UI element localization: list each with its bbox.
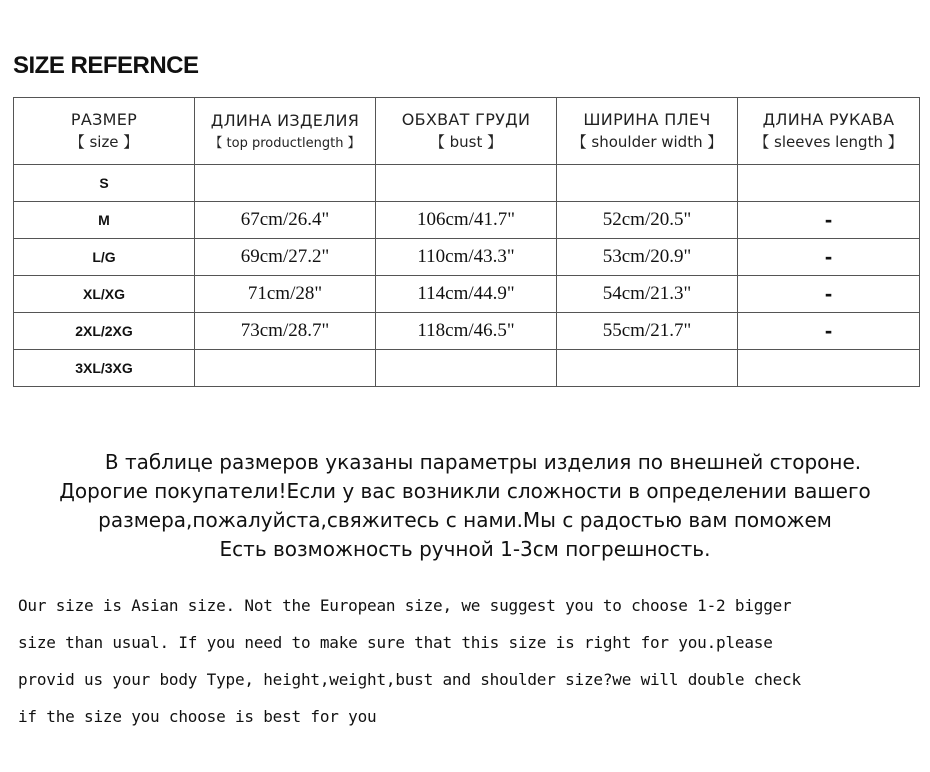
shoulder-cell: 53cm/20.9": [557, 239, 738, 276]
length-cell: [195, 165, 376, 202]
sleeve-cell: -: [738, 313, 920, 350]
shoulder-cell: 55cm/21.7": [557, 313, 738, 350]
header-sleeve-ru: ДЛИНА РУКАВА: [762, 110, 895, 129]
size-cell: 2XL/2XG: [14, 313, 195, 350]
header-size-en: 【 size 】: [69, 133, 139, 151]
table-row: [14, 165, 920, 202]
header-cell-length: [195, 98, 376, 165]
russian-note-line: размера,пожалуйста,свяжитесь с нами.Мы с радостью вам поможем: [98, 508, 832, 532]
size-cell: XL/XG: [14, 276, 195, 313]
size-cell: S: [14, 165, 195, 202]
russian-note-line: Дорогие покупатели!Если у вас возникли сложности в определении вашего: [59, 479, 871, 503]
english-notes: [18, 587, 923, 735]
bust-cell: 114cm/44.9": [376, 276, 557, 313]
bust-cell: [376, 350, 557, 387]
bust-cell: 118cm/46.5": [376, 313, 557, 350]
sleeve-cell: [738, 165, 920, 202]
length-cell: 69cm/27.2": [195, 239, 376, 276]
table-row: [14, 350, 920, 387]
page-title: SIZE REFERNCE: [13, 52, 199, 79]
header-cell-bust: [376, 98, 557, 165]
header-length-en: 【 top productlength 】: [209, 136, 361, 151]
table-row: [14, 276, 920, 313]
size-cell: 3XL/3XG: [14, 350, 195, 387]
shoulder-cell: 54cm/21.3": [557, 276, 738, 313]
header-length-ru: ДЛИНА ИЗДЕЛИЯ: [210, 111, 360, 130]
russian-note-line: Есть возможность ручной 1-3см погрешность.: [219, 537, 711, 561]
shoulder-cell: [557, 165, 738, 202]
shoulder-cell: [557, 350, 738, 387]
english-note-line: provid us your body Type, height,weight,bust and shoulder size?we will double check: [18, 670, 801, 689]
length-cell: [195, 350, 376, 387]
header-cell-sleeve: [738, 98, 920, 165]
bust-cell: 106cm/41.7": [376, 202, 557, 239]
header-cell-size: [14, 98, 195, 165]
russian-notes: [0, 448, 930, 564]
shoulder-cell: 52cm/20.5": [557, 202, 738, 239]
size-table: [13, 97, 920, 387]
sleeve-cell: [738, 350, 920, 387]
header-shoulder-ru: ШИРИНА ПЛЕЧ: [583, 110, 711, 129]
table-row: [14, 239, 920, 276]
table-header-row: [14, 98, 920, 165]
size-cell: M: [14, 202, 195, 239]
header-size-ru: РАЗМЕР: [70, 110, 138, 129]
russian-note-line: В таблице размеров указаны параметры изделия по внешней стороне.: [104, 450, 862, 474]
english-note-line: size than usual. If you need to make sure that this size is right for you.please: [18, 633, 773, 652]
bust-cell: [376, 165, 557, 202]
header-shoulder-en: 【 shoulder width 】: [571, 133, 723, 151]
english-note-line: if the size you choose is best for you: [18, 707, 377, 726]
table-row: [14, 313, 920, 350]
length-cell: 71cm/28": [195, 276, 376, 313]
bust-cell: 110cm/43.3": [376, 239, 557, 276]
header-cell-shoulder: [557, 98, 738, 165]
size-cell: L/G: [14, 239, 195, 276]
english-note-line: Our size is Asian size. Not the European size, we suggest you to choose 1-2 bigger: [18, 596, 792, 615]
length-cell: 73cm/28.7": [195, 313, 376, 350]
sleeve-cell: -: [738, 239, 920, 276]
length-cell: 67cm/26.4": [195, 202, 376, 239]
sleeve-cell: -: [738, 202, 920, 239]
header-bust-en: 【 bust 】: [429, 133, 503, 151]
header-sleeve-en: 【 sleeves length 】: [754, 133, 903, 151]
header-bust-ru: ОБХВАТ ГРУДИ: [401, 110, 531, 129]
sleeve-cell: -: [738, 276, 920, 313]
table-row: [14, 202, 920, 239]
